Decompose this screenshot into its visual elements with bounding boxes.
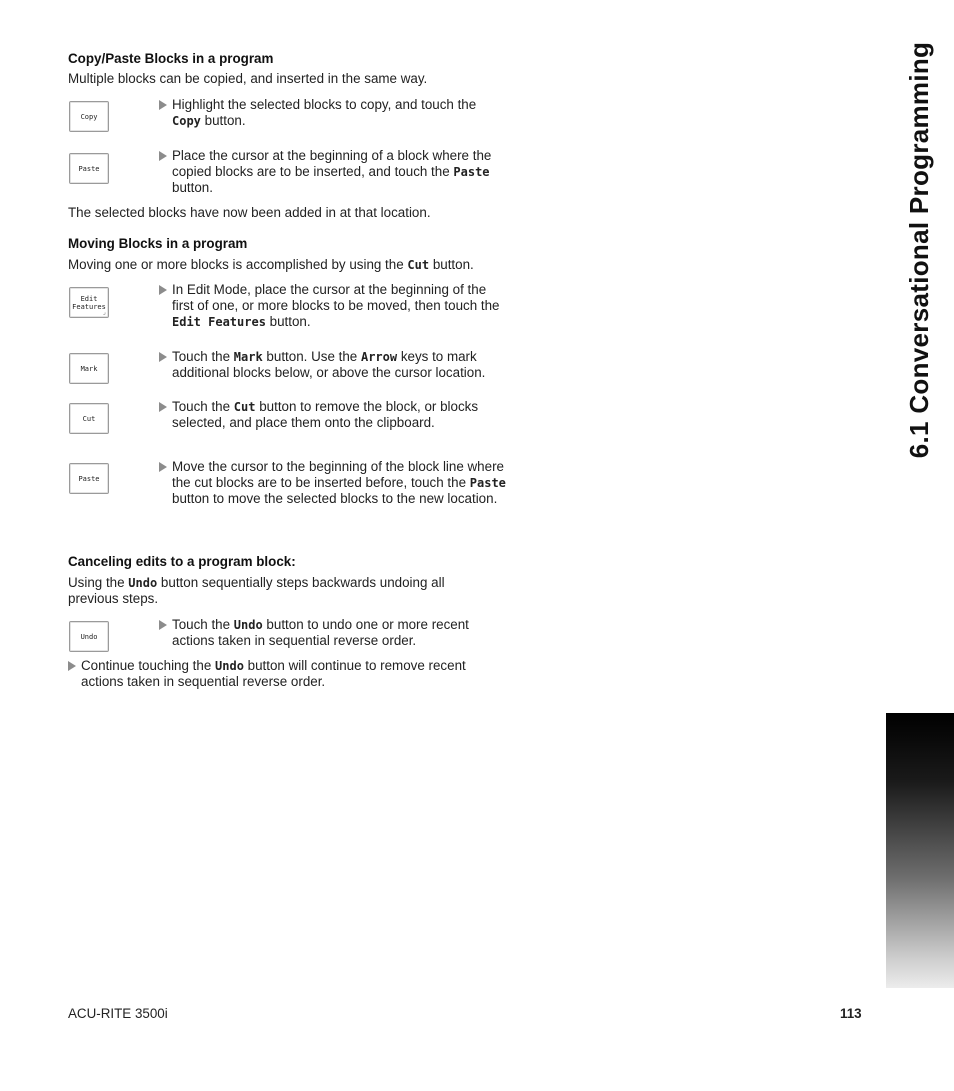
step-key: Edit Features — [172, 315, 266, 329]
intro-key: Cut — [407, 258, 430, 272]
mark-button-label: Mark — [80, 364, 98, 373]
step-text: button to remove the block, or blocks selected, and place them onto the clipboard. — [172, 399, 479, 430]
step-key: Mark — [233, 350, 263, 364]
intro-key: Undo — [128, 576, 158, 590]
step-text: button. — [265, 314, 311, 329]
footer-product: ACU-RITE 3500i — [68, 1006, 168, 1021]
paste-button[interactable] — [69, 153, 109, 184]
intro-text: Using the — [68, 575, 129, 590]
heading-copy-paste: Copy/Paste Blocks in a program — [68, 51, 274, 66]
step-text: button to undo one or more recent actions taken in sequential reverse order. — [172, 617, 469, 648]
intro-text: button sequentially steps backwards undoing all previous steps. — [68, 575, 445, 606]
step-text: Place the cursor at the beginning of a block where the copied blocks are to be inserted, and touch the — [172, 148, 492, 179]
step-key: Undo — [215, 659, 244, 673]
step-text: button. — [172, 180, 213, 195]
cancel-step-1 — [159, 617, 511, 649]
copy-button-label: Copy — [80, 112, 98, 121]
intro-text: button. — [429, 257, 474, 272]
chapter-title: 6.1 Conversational Programming — [904, 41, 934, 459]
step-text: button to move the selected blocks to the new location. — [172, 491, 498, 506]
submenu-corner-icon: ⌟ — [102, 309, 106, 316]
edit-features-label-2: Features — [72, 302, 106, 311]
page-number: 113 — [840, 1006, 862, 1021]
edit-features-label-1: Edit — [80, 294, 98, 303]
step-key: Copy — [172, 114, 201, 128]
step-key: Cut — [233, 400, 256, 414]
edit-features-button[interactable] — [69, 287, 109, 318]
moving-intro — [68, 257, 474, 273]
chapter-side-tab — [894, 41, 944, 459]
step-key: Undo — [233, 618, 263, 632]
step-key: Paste — [469, 476, 506, 490]
step-text: button. — [200, 113, 246, 128]
move-step-1 — [159, 282, 511, 330]
cut-button[interactable] — [69, 403, 109, 434]
step-text: Highlight the selected blocks to copy, and touch the — [172, 97, 477, 112]
cut-button-label: Cut — [82, 414, 96, 423]
arrow-right-icon — [68, 661, 76, 671]
paste-button-move[interactable] — [69, 463, 109, 494]
arrow-right-icon — [159, 402, 167, 412]
paste-button-label: Paste — [78, 164, 100, 173]
step-text: Touch the — [172, 399, 234, 414]
intro-text: Moving one or more blocks is accomplished by using the — [68, 257, 408, 272]
step-text: Touch the — [172, 617, 234, 632]
step-text: Move the cursor to the beginning of the block line where the cut blocks are to be inserted before, touch the — [172, 459, 504, 490]
move-step-3 — [159, 399, 511, 431]
step-key: Arrow — [360, 350, 398, 364]
copy-step-2 — [159, 148, 511, 196]
step-text: button will continue to remove recent actions taken in sequential reverse order. — [81, 658, 466, 689]
arrow-right-icon — [159, 100, 167, 110]
arrow-right-icon — [159, 151, 167, 161]
step-key: Paste — [453, 165, 490, 179]
step-text: Continue touching the — [81, 658, 216, 673]
step-text: keys to mark additional blocks below, or above the cursor location. — [172, 349, 486, 380]
copy-paste-intro: Multiple blocks can be copied, and inserted in the same way. — [68, 71, 428, 86]
heading-moving-blocks: Moving Blocks in a program — [68, 236, 248, 251]
mark-button[interactable] — [69, 353, 109, 384]
undo-button-label: Undo — [80, 632, 98, 641]
undo-button[interactable] — [69, 621, 109, 652]
move-step-4 — [159, 459, 511, 507]
arrow-right-icon — [159, 285, 167, 295]
step-text: In Edit Mode, place the cursor at the beginning of the first of one, or more blocks to be moved, then touch the — [172, 282, 500, 313]
step-text: button. Use the — [262, 349, 361, 364]
arrow-right-icon — [159, 462, 167, 472]
thumb-index-bar — [886, 713, 954, 988]
arrow-right-icon — [159, 352, 167, 362]
arrow-right-icon — [159, 620, 167, 630]
step-text: Touch the — [172, 349, 234, 364]
copy-step-1 — [159, 97, 511, 129]
move-step-2 — [159, 349, 511, 381]
canceling-intro — [68, 575, 498, 607]
copy-button[interactable] — [69, 101, 109, 132]
copy-paste-outro: The selected blocks have now been added in at that location. — [68, 205, 431, 220]
heading-canceling-edits: Canceling edits to a program block: — [68, 554, 296, 569]
cancel-step-2 — [68, 658, 508, 690]
paste-button-label: Paste — [78, 474, 100, 483]
